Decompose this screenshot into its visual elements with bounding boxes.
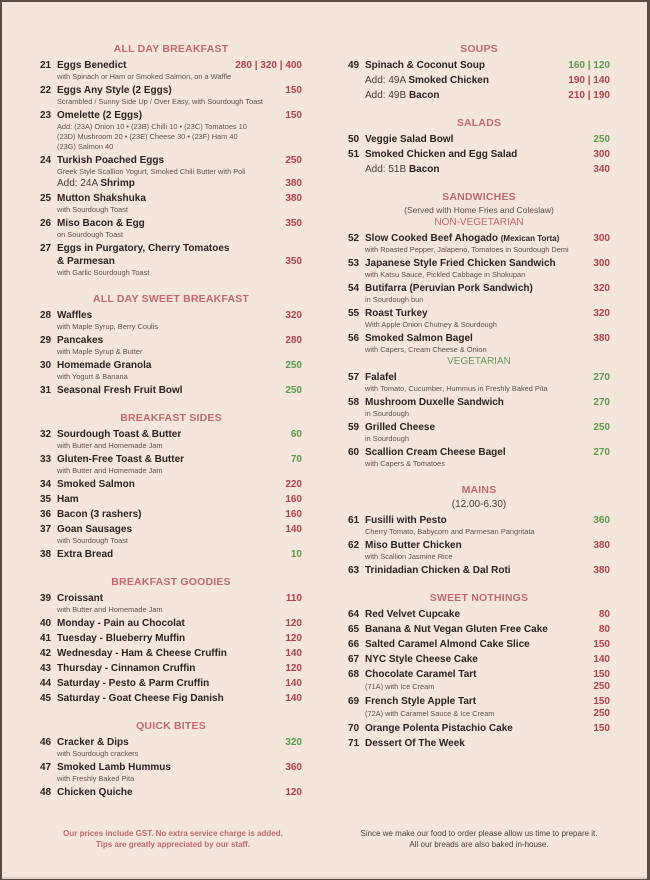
menu-item-36: 36 Bacon (3 rashers) 160 xyxy=(40,509,302,520)
menu-item-60: 60 Scallion Cream Cheese Bagel 270 with Capers & Tomatoes xyxy=(348,447,610,468)
menu-item-57: 57 Falafel 270 with Tomato, Cucumber, Hummus in Freshly Baked Pita xyxy=(348,372,610,393)
item-description: with Scallion Jasmine Rice xyxy=(365,552,453,561)
menu-item-28: 28 Waffles 320 with Maple Syrup, Berry Coulis xyxy=(40,310,302,331)
item-price: 320 xyxy=(593,283,610,294)
menu-item-64: 64 Red Velvet Cupcake 80 xyxy=(348,609,610,620)
item-name: Omelette (2 Eggs) xyxy=(57,110,143,121)
item-price: 160 | 120 xyxy=(568,60,610,71)
menu-item-53: 53 Japanese Style Fried Chicken Sandwich 300 with Katsu Sauce, Pickled Cabbage in Shokupan xyxy=(348,258,610,279)
item-description: with Butter and Homemade Jam xyxy=(57,466,163,475)
item-price: 150 xyxy=(593,669,610,680)
item-name: Eggs Benedict xyxy=(57,60,127,71)
item-description: with Spinach or Ham or Smoked Salmon, on a Waffle xyxy=(57,72,232,81)
menu-item-22: 22 Eggs Any Style (2 Eggs) 150 Scrambled / Sunny Side Up / Over Easy, with Sourdough Toast xyxy=(40,85,302,106)
menu-item-44: 44 Saturday - Pesto & Parm Cruffin 140 xyxy=(40,678,302,689)
menu-item-25: 25 Mutton Shakshuka 380 with Sourdough Toast xyxy=(40,193,302,214)
item-name: Ham xyxy=(57,494,79,505)
item-price: 270 xyxy=(593,397,610,408)
item-description: with Yogurt & Banana xyxy=(57,372,128,381)
preparation-footnote: Since we make our food to order please allow us time to prepare it. All our breads are also baked in-house. xyxy=(360,829,598,849)
item-name: Croissant xyxy=(57,593,104,604)
item-name: Veggie Salad Bowl xyxy=(365,134,454,145)
menu-item-38: 38 Extra Bread 10 xyxy=(40,549,302,560)
item-price: 250 xyxy=(593,422,610,433)
item-description: with Capers & Tomatoes xyxy=(365,459,445,468)
item-name: Waffles xyxy=(57,310,93,321)
item-price: 300 xyxy=(593,258,610,269)
item-name: Eggs Any Style (2 Eggs) xyxy=(57,85,172,96)
menu-item-24: 24 Turkish Poached Eggs 250 Greek Style Scallion Yogurt, Smoked Chili Butter with Poli Add: 24A Shrimp 380 xyxy=(40,155,302,189)
menu-item-56: 56 Smoked Salmon Bagel 380 with Capers, Cream Cheese & Onion xyxy=(348,333,610,354)
item-price: 250 xyxy=(285,385,302,396)
item-name: Miso Bacon & Egg xyxy=(57,218,145,229)
add-on-row-49b: Add: 49B Bacon 210 | 190 xyxy=(365,90,610,101)
add-on-price: 210 | 190 xyxy=(568,90,610,101)
item-name: Salted Caramel Almond Cake Slice xyxy=(365,639,530,650)
item-price: 60 xyxy=(290,429,302,440)
item-name: Monday - Pain au Chocolat xyxy=(57,618,185,629)
menu-item-42: 42 Wednesday - Ham & Cheese Cruffin 140 xyxy=(40,648,302,659)
item-name: Tuesday - Blueberry Muffin xyxy=(57,633,186,644)
item-description: with Sourdough crackers xyxy=(57,749,139,758)
menu-item-39: 39 Croissant 110 with Butter and Homemade Jam xyxy=(40,593,302,614)
item-description: with Katsu Sauce, Pickled Cabbage in Shokupan xyxy=(365,270,526,279)
item-name: Wednesday - Ham & Cheese Cruffin xyxy=(57,648,227,659)
item-description: in Sourdough bun xyxy=(365,295,424,304)
item-name: Gluten-Free Toast & Butter xyxy=(57,454,185,465)
menu-item-63: 63 Trinidadian Chicken & Dal Roti 380 xyxy=(348,565,610,576)
item-name: Butifarra (Peruvian Pork Sandwich) xyxy=(365,283,533,294)
item-name: Slow Cooked Beef Ahogado xyxy=(365,233,498,244)
item-price: 120 xyxy=(285,787,302,798)
add-on-price: 340 xyxy=(593,164,610,175)
item-description: in Sourdough xyxy=(365,409,409,418)
item-name: Miso Butter Chicken xyxy=(365,540,462,551)
pricing-footnote: Our prices include GST. No extra service charge is added. Tips are greatly appreciated by our staff. xyxy=(63,829,283,849)
item-name: Saturday - Goat Cheese Fig Danish xyxy=(57,693,224,704)
item-description: with Tomato, Cucumber, Hummus in Freshly Baked Pita xyxy=(365,384,548,393)
item-name: Chicken Quiche xyxy=(57,787,133,798)
menu-item-71: 71 Dessert Of The Week xyxy=(348,737,610,750)
item-name: Trinidadian Chicken & Dal Roti xyxy=(365,565,511,576)
menu-item-31: 31 Seasonal Fresh Fruit Bowl 250 xyxy=(40,385,302,396)
item-name: Scallion Cream Cheese Bagel xyxy=(365,447,506,458)
menu-item-33: 33 Gluten-Free Toast & Butter 70 with Butter and Homemade Jam xyxy=(40,454,302,475)
menu-item-47: 47 Smoked Lamb Hummus 360 with Freshly Baked Pita xyxy=(40,762,302,783)
item-name: Grilled Cheese xyxy=(365,422,436,433)
menu-item-26: 26 Miso Bacon & Egg 350 on Sourdough Toast xyxy=(40,218,302,239)
item-price-option: 250 xyxy=(593,681,610,692)
item-price: 220 xyxy=(285,479,302,490)
menu-item-37: 37 Goan Sausages 140 with Sourdough Toast xyxy=(40,524,302,545)
menu-item-51: 51 Smoked Chicken and Egg Salad 300 xyxy=(348,149,610,160)
item-name: Bacon (3 rashers) xyxy=(57,509,142,520)
item-price: 360 xyxy=(593,515,610,526)
item-price: 150 xyxy=(285,85,302,96)
item-description: in Sourdough xyxy=(365,434,409,443)
section-title-sandwiches: SANDWICHES xyxy=(442,191,516,203)
item-name: Eggs in Purgatory, Cherry Tomatoes xyxy=(57,243,230,254)
item-name: Chocolate Caramel Tart xyxy=(365,669,477,680)
item-description: with Butter and Homemade Jam xyxy=(57,605,163,614)
section-title-breakfast-goodies: BREAKFAST GOODIES xyxy=(111,576,231,588)
item-description: with Butter and Homemade Jam xyxy=(57,441,163,450)
item-name: Saturday - Pesto & Parm Cruffin xyxy=(57,678,210,689)
menu-item-59: 59 Grilled Cheese 250 in Sourdough xyxy=(348,422,610,443)
item-description: With Apple Onion Chutney & Sourdough xyxy=(365,320,497,329)
item-price: 160 xyxy=(285,494,302,505)
menu-item-69: 69 French Style Apple Tart 150 (72A) with Caramel Sauce & Ice Cream 250 xyxy=(348,696,610,719)
item-price: 120 xyxy=(285,618,302,629)
menu-right-column xyxy=(348,42,610,750)
item-name: Red Velvet Cupcake xyxy=(365,609,461,620)
item-description: with Sourdough Toast xyxy=(57,536,128,545)
item-price: 360 xyxy=(285,762,302,773)
menu-item-66: 66 Salted Caramel Almond Cake Slice 150 xyxy=(348,639,610,650)
item-price: 120 xyxy=(285,633,302,644)
item-name: French Style Apple Tart xyxy=(365,696,477,707)
item-name: Seasonal Fresh Fruit Bowl xyxy=(57,385,183,396)
item-price: 320 xyxy=(593,308,610,319)
item-description: Cherry Tomato, Babycorn and Parmesan Pangritata xyxy=(365,527,535,536)
item-price: 320 xyxy=(285,310,302,321)
item-name: Roast Turkey xyxy=(365,308,428,319)
menu-item-23: 23 Omelette (2 Eggs) 150 Add: (23A) Onion 10 • (23B) Chilli 10 • (23C) Tomatoes 10 (23D) Mushroom 20 • (23E) Cheese 30 • (23F) Ham 40 (23G) Salmon 40 xyxy=(40,110,302,151)
item-name: Fusilli with Pesto xyxy=(365,515,447,526)
item-price: 320 xyxy=(285,737,302,748)
item-price: 380 xyxy=(285,193,302,204)
item-name-line2: & Parmesan xyxy=(57,256,115,267)
item-price: 270 xyxy=(593,447,610,458)
section-title-breakfast-sides: BREAKFAST SIDES xyxy=(120,412,222,424)
section-title-salads: SALADS xyxy=(456,117,502,129)
item-name: Homemade Granola xyxy=(57,360,152,371)
item-name: Extra Bread xyxy=(57,549,114,560)
item-description: with Capers, Cream Cheese & Onion xyxy=(365,345,487,354)
non-vegetarian-label: NON-VEGETARIAN xyxy=(434,217,524,228)
section-title-sweet-breakfast: ALL DAY SWEET BREAKFAST xyxy=(92,293,250,305)
item-name: Japanese Style Fried Chicken Sandwich xyxy=(365,258,556,269)
menu-left-column xyxy=(40,42,302,799)
item-name: Goan Sausages xyxy=(57,524,133,535)
menu-item-68: 68 Chocolate Caramel Tart 150 (71A) with Ice Cream 250 xyxy=(348,669,610,692)
menu-item-61: 61 Fusilli with Pesto 360 Cherry Tomato, Babycorn and Parmesan Pangritata xyxy=(348,515,610,536)
item-name: Mushroom Duxelle Sandwich xyxy=(365,397,504,408)
item-price: 350 xyxy=(285,218,302,229)
item-description: (72A) with Caramel Sauce & Ice Cream xyxy=(365,709,495,718)
menu-item-32: 32 Sourdough Toast & Butter 60 with Butter and Homemade Jam xyxy=(40,429,302,450)
item-price: 160 xyxy=(285,509,302,520)
item-price: 140 xyxy=(285,678,302,689)
section-title-sweet-nothings: SWEET NOTHINGS xyxy=(429,592,529,604)
item-name: Dessert Of The Week xyxy=(365,738,465,749)
item-price: 140 xyxy=(285,648,302,659)
item-description: with Garlic Sourdough Toast xyxy=(57,268,150,277)
item-price: 250 xyxy=(593,134,610,145)
item-price: 380 xyxy=(593,333,610,344)
item-price: 120 xyxy=(285,663,302,674)
item-description: (23D) Mushroom 20 • (23E) Cheese 30 • (23F) Ham 40 xyxy=(57,132,238,141)
sandwiches-subtitle: (Served with Home Fries and Coleslaw) xyxy=(404,205,554,215)
item-description: (23G) Salmon 40 xyxy=(57,142,114,151)
item-price: 270 xyxy=(593,372,610,383)
item-name: NYC Style Cheese Cake xyxy=(365,654,478,665)
item-description: with Maple Syrup & Butter xyxy=(57,347,143,356)
item-price: 150 xyxy=(593,639,610,650)
item-price: 10 xyxy=(290,549,302,560)
section-title-quick-bites: QUICK BITES xyxy=(136,720,206,732)
item-description: with Freshly Baked Pita xyxy=(57,774,135,783)
vegetarian-label: VEGETARIAN xyxy=(447,356,511,367)
item-price: 80 xyxy=(598,624,610,635)
menu-item-46: 46 Cracker & Dips 320 with Sourdough crackers xyxy=(40,737,302,758)
item-name: Sourdough Toast & Butter xyxy=(57,429,182,440)
section-title-mains: MAINS xyxy=(461,484,497,496)
item-price: 80 xyxy=(598,609,610,620)
item-name: Orange Polenta Pistachio Cake xyxy=(365,723,513,734)
item-description: on Sourdough Toast xyxy=(57,230,124,239)
menu-item-40: 40 Monday - Pain au Chocolat 120 xyxy=(40,618,302,629)
item-price: 150 xyxy=(593,696,610,707)
item-price: 250 xyxy=(285,155,302,166)
menu-item-41: 41 Tuesday - Blueberry Muffin 120 xyxy=(40,633,302,644)
item-name-note: (Mexican Torta) xyxy=(500,234,560,243)
add-on-row-49a: Add: 49A Smoked Chicken 190 | 140 xyxy=(365,75,610,86)
item-price: 280 | 320 | 400 xyxy=(235,60,302,71)
item-price: 140 xyxy=(593,654,610,665)
menu-page xyxy=(2,2,647,879)
menu-item-70: 70 Orange Polenta Pistachio Cake 150 xyxy=(348,723,610,734)
menu-item-48: 48 Chicken Quiche 120 xyxy=(40,787,302,798)
menu-item-52: 52 Slow Cooked Beef Ahogado (Mexican Torta) 300 with Roasted Pepper, Jalapeno, Tomatoes in Sourdough Demi xyxy=(348,233,610,254)
menu-item-35: 35 Ham 160 xyxy=(40,494,302,505)
add-on-row-51b: Add: 51B Bacon 340 xyxy=(365,164,610,175)
item-name: Smoked Salmon Bagel xyxy=(365,333,473,344)
item-name: Banana & Nut Vegan Gluten Free Cake xyxy=(365,624,548,635)
menu-item-27: 27 Eggs in Purgatory, Cherry Tomatoes & Parmesan 350 with Garlic Sourdough Toast xyxy=(40,243,302,277)
item-name: Falafel xyxy=(365,372,397,383)
item-name: Turkish Poached Eggs xyxy=(57,155,165,166)
item-price: 70 xyxy=(290,454,302,465)
menu-item-65: 65 Banana & Nut Vegan Gluten Free Cake 80 xyxy=(348,624,610,635)
add-on-row: Add: 24A Shrimp 380 xyxy=(57,178,302,189)
add-on-price: 380 xyxy=(285,178,302,189)
item-price: 150 xyxy=(285,110,302,121)
item-name: Smoked Salmon xyxy=(57,479,135,490)
add-on-price: 190 | 140 xyxy=(568,75,610,86)
menu-item-58: 58 Mushroom Duxelle Sandwich 270 in Sourdough xyxy=(348,397,610,418)
menu-item-49: 49 Spinach & Coconut Soup 160 | 120 xyxy=(348,60,610,71)
item-description: with Sourdough Toast xyxy=(57,205,128,214)
item-price: 300 xyxy=(593,233,610,244)
menu-item-34: 34 Smoked Salmon 220 xyxy=(40,479,302,490)
item-price: 380 xyxy=(593,540,610,551)
item-price: 250 xyxy=(285,360,302,371)
section-title-all-day-breakfast: ALL DAY BREAKFAST xyxy=(113,43,229,55)
menu-item-30: 30 Homemade Granola 250 with Yogurt & Banana xyxy=(40,360,302,381)
menu-item-21: 21 Eggs Benedict 280 | 320 | 400 with Spinach or Ham or Smoked Salmon, on a Waffle xyxy=(40,60,302,81)
item-price: 140 xyxy=(285,524,302,535)
item-name: Pancakes xyxy=(57,335,104,346)
item-name: Smoked Chicken and Egg Salad xyxy=(365,149,518,160)
item-name: Cracker & Dips xyxy=(57,737,129,748)
mains-hours: (12.00-6.30) xyxy=(451,499,507,510)
menu-item-55: 55 Roast Turkey 320 With Apple Onion Chutney & Sourdough xyxy=(348,308,610,329)
item-description: (71A) with Ice Cream xyxy=(365,682,435,691)
item-price: 150 xyxy=(593,723,610,734)
item-name: Thursday - Cinnamon Cruffin xyxy=(57,663,196,674)
item-name: Mutton Shakshuka xyxy=(57,193,146,204)
item-description: Add: (23A) Onion 10 • (23B) Chilli 10 • (23C) Tomatoes 10 xyxy=(57,122,247,131)
item-description: with Roasted Pepper, Jalapeno, Tomatoes in Sourdough Demi xyxy=(365,245,569,254)
menu-item-54: 54 Butifarra (Peruvian Pork Sandwich) 320 in Sourdough bun xyxy=(348,283,610,304)
item-description: with Maple Syrup, Berry Coulis xyxy=(57,322,159,331)
menu-item-29: 29 Pancakes 280 with Maple Syrup & Butter xyxy=(40,335,302,356)
item-description: Greek Style Scallion Yogurt, Smoked Chili Butter with Poli xyxy=(57,167,246,176)
menu-item-43: 43 Thursday - Cinnamon Cruffin 120 xyxy=(40,663,302,674)
item-price: 110 xyxy=(285,593,302,604)
item-name: Spinach & Coconut Soup xyxy=(365,60,485,71)
item-price: 140 xyxy=(285,693,302,704)
item-price-option: 250 xyxy=(593,708,610,719)
item-price: 350 xyxy=(285,256,302,267)
item-price: 280 xyxy=(285,335,302,346)
item-price: 300 xyxy=(593,149,610,160)
item-name: Smoked Lamb Hummus xyxy=(57,762,171,773)
menu-item-50: 50 Veggie Salad Bowl 250 xyxy=(348,134,610,145)
section-title-soups: SOUPS xyxy=(460,43,498,55)
item-description: Scrambled / Sunny Side Up / Over Easy, with Sourdough Toast xyxy=(57,97,263,106)
item-price: 380 xyxy=(593,565,610,576)
menu-item-45: 45 Saturday - Goat Cheese Fig Danish 140 xyxy=(40,693,302,704)
menu-item-62: 62 Miso Butter Chicken 380 with Scallion Jasmine Rice xyxy=(348,540,610,561)
menu-item-67: 67 NYC Style Cheese Cake 140 xyxy=(348,654,610,665)
